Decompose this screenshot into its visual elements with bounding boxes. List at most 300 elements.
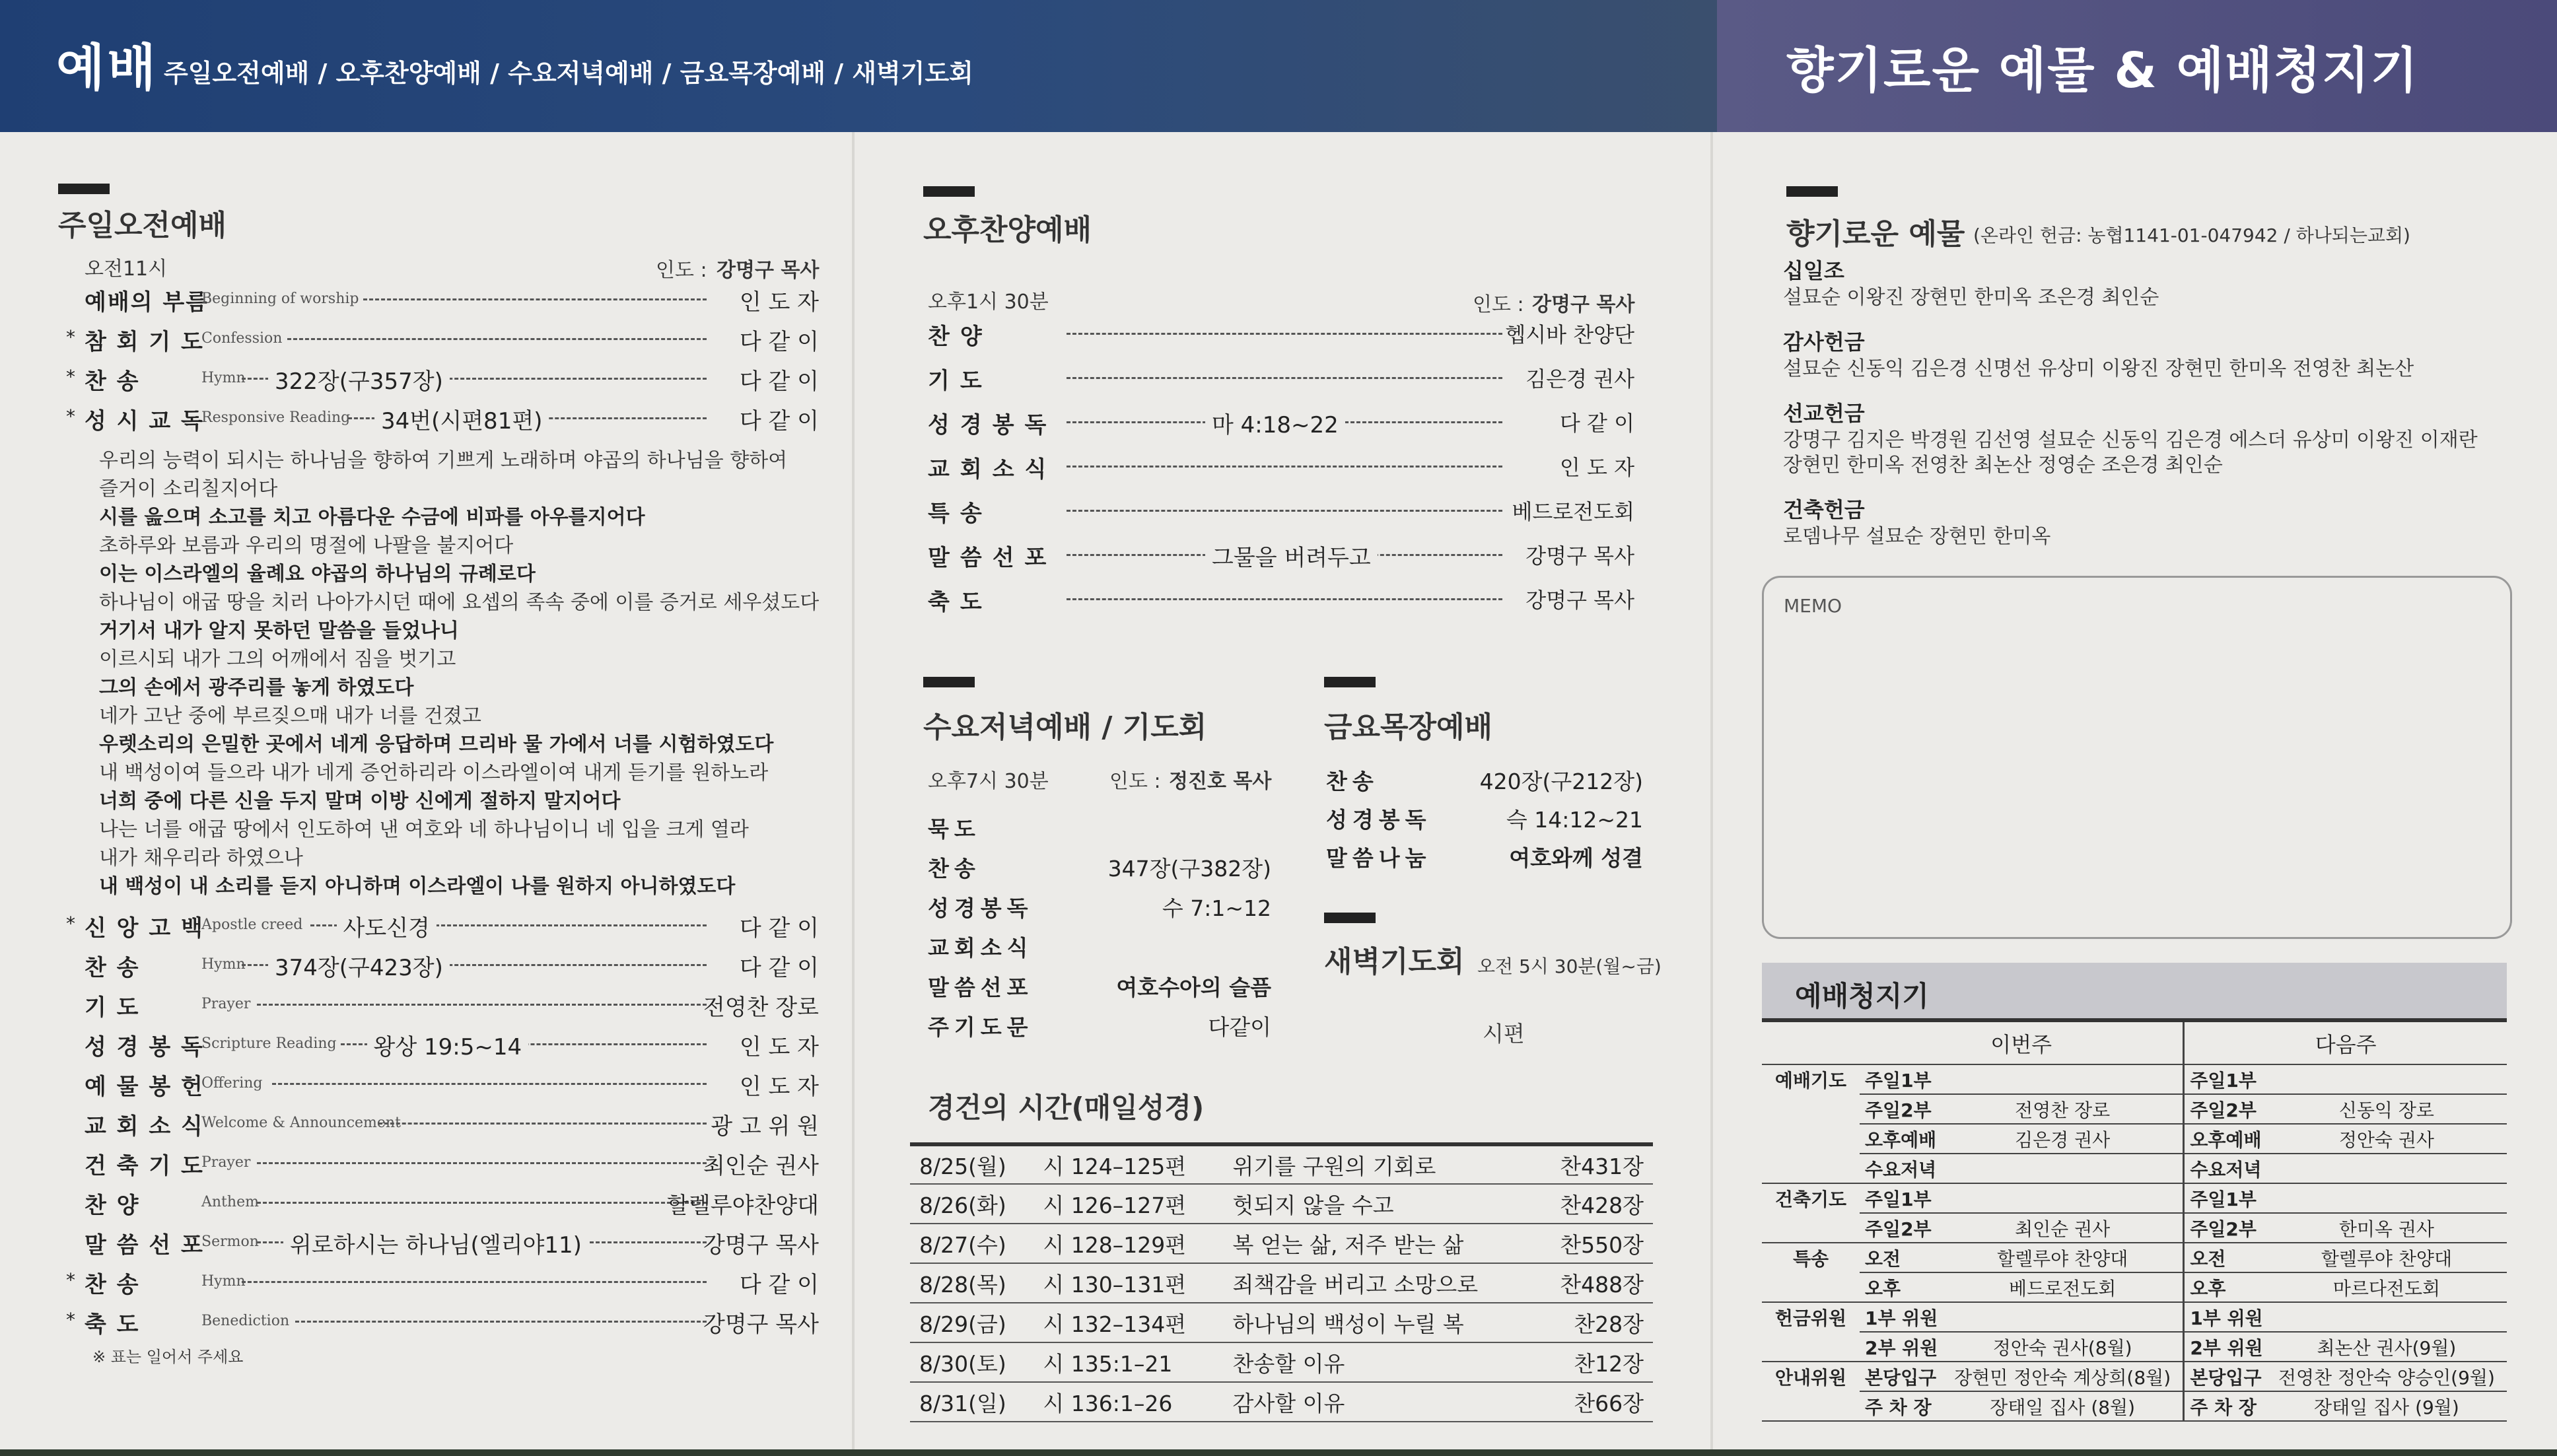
duty-row <box>1762 1124 2507 1154</box>
devotional-ref: 시 124–125편 <box>1033 1144 1223 1184</box>
header-subtitle: 주일오전예배 / 오후찬양예배 / 수요저녁예배 / 금요목장예배 / 새벽기도회 <box>164 59 973 88</box>
order-content: 374장(구423장) <box>268 950 450 982</box>
duty-row <box>1762 1213 2507 1243</box>
order-leader: 강명구 목사 <box>1525 543 1634 569</box>
order-label: 말씀선포 <box>928 975 1033 1000</box>
order-leader: 다 같 이 <box>739 408 819 434</box>
leader-dots <box>1067 598 1502 600</box>
devotional-theme: 복 얻는 삶, 저주 받는 삶 <box>1224 1224 1533 1263</box>
devotional-ref: 시 128–129편 <box>1033 1224 1223 1263</box>
order-row <box>66 989 819 1023</box>
reading-line: 내가 채우리라 하였으나 <box>99 847 303 870</box>
devotional-ref: 시 136:1–26 <box>1033 1382 1223 1422</box>
reading-line: 시를 읊으며 소고를 치고 아름다운 수금에 비파를 아우를지어다 <box>99 506 645 529</box>
order-leader: 강명구 목사 <box>703 1232 819 1259</box>
duty-this-week: 베드로전도회 <box>1942 1272 2184 1302</box>
afternoon-leader-label: 인도 : <box>1473 293 1524 316</box>
sunday-leader-label: 인도 : <box>656 259 707 282</box>
order-leader: 인 도 자 <box>739 289 819 316</box>
afternoon-row <box>928 584 1634 617</box>
order-row <box>66 1029 819 1063</box>
section-bar <box>923 186 975 197</box>
duty-row <box>1762 1094 2507 1124</box>
duty-next-week <box>2266 1183 2507 1213</box>
order-leader: 다 같 이 <box>1559 411 1634 436</box>
duty-col-group <box>1762 1022 1860 1064</box>
wednesday-row <box>928 891 1278 922</box>
order-label: 신 앙 고 백 <box>85 915 204 942</box>
devotional-ref: 시 130–131편 <box>1033 1263 1223 1303</box>
order-content: 위로하시는 하나님(엘리야11) <box>283 1227 588 1259</box>
duty-group <box>1762 1272 1860 1302</box>
devotional-hymn: 찬431장 <box>1533 1144 1653 1184</box>
order-leader: 인 도 자 <box>739 1034 819 1060</box>
duty-group <box>1762 1094 1860 1124</box>
order-content: 322장(구357장) <box>268 363 450 396</box>
duty-title: 예배청지기 <box>1795 980 1929 1012</box>
order-label: 묵도 <box>928 816 981 842</box>
order-label: 주기도문 <box>928 1014 1033 1040</box>
friday-row <box>1326 803 1643 834</box>
order-leader: 다 같 이 <box>739 329 819 355</box>
order-value: 347장(구382장) <box>1107 856 1271 882</box>
order-label: 성경봉독 <box>928 895 1033 921</box>
wednesday-row <box>928 852 1278 883</box>
duty-role: 본당입구 <box>1860 1362 1942 1391</box>
order-row <box>66 1148 819 1182</box>
reading-line: 우리의 능력이 되시는 하나님을 향하여 기쁘게 노래하며 야곱의 하나님을 향하여 <box>99 449 788 472</box>
duty-next-week <box>2266 1154 2507 1183</box>
order-row <box>66 1068 819 1103</box>
order-content: 마 4:18~22 <box>1205 407 1345 439</box>
devotional-row <box>910 1303 1653 1342</box>
duty-row <box>1762 1183 2507 1213</box>
order-content: 왕상 19:5~14 <box>367 1029 529 1061</box>
leader-dots <box>1067 333 1502 335</box>
duty-group: 헌금위원 <box>1774 1307 1847 1329</box>
duty-role: 오후 <box>1860 1272 1942 1302</box>
order-leader: 헵시바 찬양단 <box>1505 322 1634 347</box>
duty-role: 오후예배 <box>2184 1124 2266 1154</box>
header-right-title: 향기로운 예물 & 예배청지기 <box>1786 42 2420 99</box>
order-english: Welcome & Announcement <box>201 1115 401 1131</box>
order-content: 34번(시편81편) <box>374 403 549 435</box>
order-row <box>66 1187 819 1222</box>
reading-line: 너희 중에 다른 신을 두지 말며 이방 신에게 절하지 말지어다 <box>99 790 621 813</box>
duty-group: 건축기도 <box>1774 1189 1847 1210</box>
duty-next-week: 마르다전도회 <box>2266 1272 2507 1302</box>
duty-role: 오후 <box>2184 1272 2266 1302</box>
duty-this-week: 최인순 권사 <box>1942 1213 2184 1243</box>
friday-title: 금요목장예배 <box>1324 711 1493 744</box>
order-label: 건 축 기 도 <box>85 1153 204 1179</box>
duty-next-week: 장태일 집사 (9월) <box>2266 1391 2507 1421</box>
standing-note: ※ 표는 일어서 주세요 <box>92 1348 244 1366</box>
order-english: Apostle creed <box>201 917 303 933</box>
order-english: Prayer <box>201 1154 251 1171</box>
leader-dots <box>1067 466 1502 468</box>
order-label: 성경봉독 <box>1326 807 1432 833</box>
reading-line: 초하루와 보름과 우리의 명절에 나팔을 불지어다 <box>99 534 514 557</box>
order-leader: 다 같 이 <box>739 1272 819 1298</box>
duty-role: 오후예배 <box>1860 1124 1942 1154</box>
order-value: 여호와께 성결 <box>1509 845 1643 871</box>
reading-line: 내 백성이 내 소리를 듣지 아니하며 이스라엘이 나를 원하지 아니하였도다 <box>99 875 736 898</box>
order-row <box>66 1266 819 1301</box>
leader-dots <box>257 1202 707 1204</box>
order-value: 여호수아의 슬픔 <box>1116 975 1271 1000</box>
order-leader: 인 도 자 <box>1559 455 1634 480</box>
leader-dots <box>257 1004 707 1006</box>
duty-role: 수요저녁 <box>1860 1154 1942 1183</box>
standing-mark: * <box>66 405 75 427</box>
duty-group: 특송 <box>1792 1248 1829 1270</box>
duty-role: 주일1부 <box>2184 1183 2266 1213</box>
wednesday-row <box>928 1010 1278 1041</box>
sunday-leader: 강명구 목사 <box>717 259 820 282</box>
order-row <box>66 910 819 944</box>
duty-next-week: 전영찬 정안숙 양승인(9월) <box>2266 1362 2507 1391</box>
duty-next-week <box>2266 1302 2507 1332</box>
devotional-hymn: 찬550장 <box>1533 1224 1653 1263</box>
leader-dots <box>378 1123 707 1125</box>
devotional-hymn: 찬28장 <box>1533 1303 1653 1342</box>
order-label: 말씀나눔 <box>1326 845 1432 871</box>
duty-role: 본당입구 <box>2184 1362 2266 1391</box>
standing-mark: * <box>66 1309 75 1331</box>
duty-next-week: 최논산 권사(9월) <box>2266 1332 2507 1362</box>
duty-group <box>1762 1213 1860 1243</box>
duty-this-week: 장태일 집사 (8월) <box>1942 1391 2184 1421</box>
offering-names: 설묘순 이왕진 장현민 한미옥 조은경 최인순 <box>1783 286 2159 309</box>
devotional-row <box>910 1263 1653 1303</box>
wednesday-row <box>928 812 1278 843</box>
duty-role: 주일1부 <box>2184 1064 2266 1094</box>
duty-role: 주일1부 <box>1860 1064 1942 1094</box>
devotional-table <box>910 1142 1653 1422</box>
devotional-ref: 시 135:1–21 <box>1033 1342 1223 1382</box>
afternoon-row <box>928 451 1634 484</box>
offering-names: 강명구 김지은 박경원 김선영 설묘순 신동익 김은경 에스더 유상미 이왕진 이재란 <box>1783 429 2478 452</box>
devotional-hymn: 찬428장 <box>1533 1184 1653 1224</box>
order-label: 찬 송 <box>85 955 140 981</box>
order-label: 교 회 소 식 <box>85 1113 204 1140</box>
offering-group-name: 십일조 <box>1783 258 1844 283</box>
duty-next-week: 정안숙 권사 <box>2266 1124 2507 1154</box>
order-label: 찬송 <box>1326 769 1379 794</box>
this-week-header: 이번주 <box>1860 1022 2184 1064</box>
order-row <box>66 403 819 437</box>
order-row <box>66 284 819 318</box>
devotional-theme: 위기를 구원의 기회로 <box>1224 1144 1533 1184</box>
duty-this-week <box>1942 1183 2184 1213</box>
wednesday-time: 오후7시 30분 <box>928 770 1049 793</box>
order-content: 사도신경 <box>337 910 437 942</box>
order-label: 교회소식 <box>928 935 1033 961</box>
order-english: Sermon <box>201 1233 259 1250</box>
order-leader: 강명구 목사 <box>1525 588 1634 613</box>
afternoon-row <box>928 495 1634 528</box>
standing-mark: * <box>66 326 75 348</box>
order-english: Offering <box>201 1075 263 1092</box>
reading-line: 즐거이 소리칠지어다 <box>99 477 278 501</box>
order-label: 성 시 교 독 <box>85 408 204 434</box>
duty-row <box>1762 1243 2507 1272</box>
order-label: 축 도 <box>85 1311 140 1338</box>
afternoon-title: 오후찬양예배 <box>923 213 1092 247</box>
duty-next-week: 한미옥 권사 <box>2266 1213 2507 1243</box>
duty-role: 주 차 장 <box>1860 1391 1942 1421</box>
devotional-theme: 하나님의 백성이 누릴 복 <box>1224 1303 1533 1342</box>
devotional-date: 8/28(목) <box>910 1263 1033 1303</box>
devotional-theme: 찬송할 이유 <box>1224 1342 1533 1382</box>
duty-role: 오전 <box>2184 1243 2266 1272</box>
order-value: 수 7:1~12 <box>1162 895 1271 921</box>
devotional-date: 8/26(화) <box>910 1184 1033 1224</box>
leader-dots <box>1067 377 1502 379</box>
duty-role: 1부 위원 <box>1860 1302 1942 1332</box>
duty-this-week <box>1942 1064 2184 1094</box>
order-leader: 다 같 이 <box>739 368 819 395</box>
duty-this-week: 정안숙 권사(8월) <box>1942 1332 2184 1362</box>
order-label: 기 도 <box>85 994 140 1021</box>
reading-line: 우렛소리의 은밀한 곳에서 네게 응답하며 므리바 물 가에서 너를 시험하였도다 <box>99 733 774 756</box>
leader-dots <box>272 1083 707 1085</box>
reading-line: 그의 손에서 광주리를 놓게 하였도다 <box>99 676 414 699</box>
memo-label: MEMO <box>1784 595 1842 617</box>
order-row <box>66 324 819 358</box>
duty-role: 주일2부 <box>1860 1094 1942 1124</box>
order-label: 성경봉독 <box>928 412 1057 438</box>
order-label: 참 회 기 도 <box>85 329 204 355</box>
duty-role: 오전 <box>1860 1243 1942 1272</box>
offering-group-name: 선교헌금 <box>1783 401 1865 426</box>
duty-next-week: 할렐루야 찬양대 <box>2266 1243 2507 1272</box>
section-bar <box>58 184 110 194</box>
devotional-row <box>910 1382 1653 1422</box>
offering-group-name: 건축헌금 <box>1783 497 1865 522</box>
devotional-ref: 시 132–134편 <box>1033 1303 1223 1342</box>
duty-this-week: 김은경 권사 <box>1942 1124 2184 1154</box>
afternoon-row <box>928 318 1634 351</box>
friday-row <box>1326 765 1643 796</box>
devotional-theme: 죄책감을 버리고 소망으로 <box>1224 1263 1533 1303</box>
duty-group <box>1762 1124 1860 1154</box>
order-label: 교회소식 <box>928 456 1057 483</box>
order-label: 예 물 봉 헌 <box>85 1074 204 1100</box>
order-row <box>66 950 819 984</box>
order-english: Benediction <box>201 1313 290 1329</box>
duty-group <box>1762 1391 1860 1421</box>
order-row <box>66 1108 819 1142</box>
duty-this-week: 전영찬 장로 <box>1942 1094 2184 1124</box>
order-leader: 강명구 목사 <box>703 1311 819 1338</box>
duty-row <box>1762 1302 2507 1332</box>
section-bar <box>1324 913 1376 923</box>
devotional-title: 경건의 시간(매일성경) <box>928 1092 1205 1124</box>
devotional-ref: 시 126–127편 <box>1033 1184 1223 1224</box>
order-leader: 전영찬 장로 <box>703 994 819 1021</box>
duty-role: 주일2부 <box>2184 1094 2266 1124</box>
leader-dots <box>295 1321 707 1323</box>
devotional-hymn: 찬488장 <box>1533 1263 1653 1303</box>
order-english: Prayer <box>201 996 251 1012</box>
devotional-date: 8/30(토) <box>910 1342 1033 1382</box>
fold-line <box>1710 132 1713 1449</box>
wednesday-leader: 정진호 목사 <box>1169 770 1272 793</box>
leader-dots <box>363 298 707 300</box>
duty-role: 1부 위원 <box>2184 1302 2266 1332</box>
dawn-time: 오전 5시 30분(월~금) <box>1477 955 1662 977</box>
devotional-hymn: 찬66장 <box>1533 1382 1653 1422</box>
offering-group-name: 감사헌금 <box>1783 329 1865 355</box>
duty-header <box>1762 963 2507 1022</box>
dawn-title: 새벽기도회 <box>1324 945 1465 979</box>
order-english: Confession <box>201 330 283 347</box>
header-title: 예배 <box>56 38 158 97</box>
order-leader: 베드로전도회 <box>1512 499 1634 524</box>
order-value: 다같이 <box>1208 1014 1271 1040</box>
devotional-row <box>910 1184 1653 1224</box>
order-label: 찬양 <box>928 324 993 350</box>
section-bar <box>923 677 975 687</box>
order-leader: 인 도 자 <box>739 1074 819 1100</box>
duty-row <box>1762 1272 2507 1302</box>
duty-row <box>1762 1154 2507 1183</box>
afternoon-row <box>928 539 1634 572</box>
devotional-date: 8/29(금) <box>910 1303 1033 1342</box>
order-label: 축도 <box>928 589 993 615</box>
order-english: Anthem <box>201 1194 259 1210</box>
devotional-date: 8/31(일) <box>910 1382 1033 1422</box>
duty-group <box>1762 1332 1860 1362</box>
order-leader: 다 같 이 <box>739 915 819 942</box>
next-week-header: 다음주 <box>2184 1022 2507 1064</box>
leader-dots <box>242 1281 707 1283</box>
duty-this-week <box>1942 1154 2184 1183</box>
wednesday-leader-label: 인도 : <box>1109 770 1161 793</box>
duty-row <box>1762 1064 2507 1094</box>
memo-box[interactable] <box>1762 576 2512 939</box>
standing-mark: * <box>66 366 75 388</box>
order-label: 특송 <box>928 501 993 527</box>
order-row <box>66 1306 819 1340</box>
wednesday-row <box>928 971 1278 1002</box>
order-label: 찬 송 <box>85 368 140 395</box>
order-label: 찬 송 <box>85 1272 140 1298</box>
duty-next-week: 신동익 장로 <box>2266 1094 2507 1124</box>
order-value: 420장(구212장) <box>1479 769 1643 794</box>
order-leader: 다 같 이 <box>739 955 819 981</box>
devotional-hymn: 찬12장 <box>1533 1342 1653 1382</box>
section-bar <box>1324 677 1376 687</box>
order-english: Hymn <box>201 370 246 386</box>
order-content: 그물을 버려두고 <box>1205 539 1378 572</box>
order-value: 슥 14:12~21 <box>1506 807 1643 833</box>
duty-group: 예배기도 <box>1774 1070 1847 1092</box>
section-bar <box>1786 186 1838 197</box>
duty-role: 주일2부 <box>1860 1213 1942 1243</box>
reading-line: 이는 이스라엘의 율례요 야곱의 하나님의 규례로다 <box>99 563 536 586</box>
duty-row <box>1762 1391 2507 1421</box>
devotional-theme: 감사할 이유 <box>1224 1382 1533 1422</box>
devotional-row <box>910 1224 1653 1263</box>
sunday-time: 오전11시 <box>85 258 168 281</box>
reading-line: 하나님이 애굽 땅을 치러 나아가시던 때에 요셉의 족속 중에 이를 증거로 세우셨도다 <box>99 591 820 614</box>
order-english: Scripture Reading <box>201 1035 337 1052</box>
devotional-date: 8/27(수) <box>910 1224 1033 1263</box>
standing-mark: * <box>66 1269 75 1291</box>
duty-role: 2부 위원 <box>1860 1332 1942 1362</box>
order-leader: 할렐루야찬양대 <box>667 1193 819 1219</box>
wednesday-title: 수요저녁예배 / 기도회 <box>923 711 1207 744</box>
duty-role: 2부 위원 <box>2184 1332 2266 1362</box>
order-label: 성 경 봉 독 <box>85 1034 204 1060</box>
wednesday-row <box>928 931 1278 962</box>
duty-next-week <box>2266 1064 2507 1094</box>
friday-row <box>1326 841 1643 872</box>
leader-dots <box>257 1162 707 1164</box>
order-label: 기도 <box>928 368 993 394</box>
reading-line: 내 백성이여 들으라 내가 네게 증언하리라 이스라엘이여 내게 듣기를 원하노라 <box>99 761 769 784</box>
order-label: 말 씀 선 포 <box>85 1232 204 1259</box>
order-label: 말씀선포 <box>928 545 1057 571</box>
duty-row <box>1762 1332 2507 1362</box>
order-leader: 광 고 위 원 <box>711 1113 819 1140</box>
devotional-row <box>910 1144 1653 1184</box>
reading-line: 나는 너를 애굽 땅에서 인도하여 낸 여호와 네 하나님이니 네 입을 크게 열라 <box>99 818 749 841</box>
duty-role: 주일1부 <box>1860 1183 1942 1213</box>
reading-line: 네가 고난 중에 부르짖으매 내가 너를 건졌고 <box>99 705 481 728</box>
duty-role: 주 차 장 <box>2184 1391 2266 1421</box>
afternoon-leader: 강명구 목사 <box>1532 293 1635 316</box>
duty-group <box>1762 1154 1860 1183</box>
reading-line: 거기서 내가 알지 못하던 말씀을 들었나니 <box>99 619 459 642</box>
devotional-row <box>910 1342 1653 1382</box>
afternoon-row <box>928 407 1634 440</box>
order-leader: 김은경 권사 <box>1525 366 1634 392</box>
order-leader: 최인순 권사 <box>703 1153 819 1179</box>
duty-this-week <box>1942 1302 2184 1332</box>
duty-table <box>1762 1022 2507 1422</box>
sunday-title: 주일오전예배 <box>58 209 227 242</box>
order-english: Hymn <box>201 956 246 973</box>
duty-this-week: 장현민 정안숙 계상희(8월) <box>1942 1362 2184 1391</box>
reading-line: 이르시되 내가 그의 어깨에서 짐을 벗기고 <box>99 648 456 671</box>
duty-this-week: 할렐루야 찬양대 <box>1942 1243 2184 1272</box>
afternoon-time: 오후1시 30분 <box>928 291 1049 314</box>
order-label: 찬 양 <box>85 1193 140 1219</box>
order-english: Hymn <box>201 1273 246 1290</box>
standing-mark: * <box>66 913 75 934</box>
afternoon-row <box>928 363 1634 396</box>
offering-account: (온라인 헌금: 농협1141-01-047942 / 하나되는교회) <box>1973 225 2410 246</box>
order-english: Responsive Reading <box>201 409 351 426</box>
duty-role: 주일2부 <box>2184 1213 2266 1243</box>
duty-group: 안내위원 <box>1774 1367 1847 1389</box>
duty-row <box>1762 1362 2507 1391</box>
order-row <box>66 363 819 398</box>
order-label: 예배의 부름 <box>85 289 209 316</box>
devotional-date: 8/25(월) <box>910 1144 1033 1184</box>
offering-names: 장현민 한미옥 전영찬 최논산 정영순 조은경 최인순 <box>1783 454 2223 477</box>
fold-line <box>852 132 855 1449</box>
offering-names: 로뎀나무 설묘순 장현민 한미옥 <box>1783 525 2051 548</box>
duty-role: 수요저녁 <box>2184 1154 2266 1183</box>
leader-dots <box>1067 510 1502 512</box>
order-english: Beginning of worship <box>201 291 359 307</box>
offering-title: 향기로운 예물 <box>1786 217 1965 251</box>
